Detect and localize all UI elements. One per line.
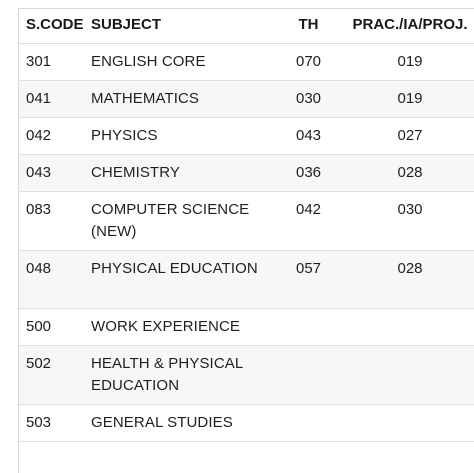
header-code: S.CODE	[19, 9, 84, 43]
practical-marks: 027	[345, 117, 474, 154]
theory-marks	[272, 308, 345, 345]
table-body	[19, 43, 474, 441]
header-practical: PRAC./IA/PROJ.	[345, 9, 474, 43]
theory-marks: 070	[272, 43, 345, 80]
theory-marks: 057	[272, 250, 345, 308]
subject-name: CHEMISTRY	[84, 154, 272, 191]
subject-name: PHYSICAL EDUCATION	[84, 250, 272, 308]
table-header	[19, 9, 474, 43]
table-row	[19, 117, 474, 154]
subject-name: HEALTH & PHYSICAL EDUCATION	[84, 345, 272, 404]
subject-name: WORK EXPERIENCE	[84, 308, 272, 345]
subject-name: PHYSICS	[84, 117, 272, 154]
subject-name: COMPUTER SCIENCE (NEW)	[84, 191, 272, 250]
subject-code: 502	[19, 345, 84, 404]
practical-marks: 019	[345, 80, 474, 117]
subject-code: 041	[19, 80, 84, 117]
table-row	[19, 404, 474, 441]
theory-marks: 030	[272, 80, 345, 117]
table-row	[19, 308, 474, 345]
subject-code: 503	[19, 404, 84, 441]
table-row	[19, 191, 474, 250]
subject-code: 301	[19, 43, 84, 80]
practical-marks: 030	[345, 191, 474, 250]
practical-marks: 028	[345, 154, 474, 191]
practical-marks	[345, 404, 474, 441]
subject-code: 048	[19, 250, 84, 308]
header-row	[19, 9, 474, 43]
theory-marks: 036	[272, 154, 345, 191]
subject-code: 043	[19, 154, 84, 191]
theory-marks: 043	[272, 117, 345, 154]
marks-sheet	[18, 8, 474, 473]
header-subject: SUBJECT	[84, 9, 272, 43]
table-row	[19, 250, 474, 308]
header-theory: TH	[272, 9, 345, 43]
table-row	[19, 345, 474, 404]
practical-marks	[345, 308, 474, 345]
table-row	[19, 154, 474, 191]
practical-marks: 019	[345, 43, 474, 80]
theory-marks	[272, 345, 345, 404]
practical-marks: 028	[345, 250, 474, 308]
subject-code: 042	[19, 117, 84, 154]
subject-name: MATHEMATICS	[84, 80, 272, 117]
marks-table	[19, 9, 474, 442]
subject-name: GENERAL STUDIES	[84, 404, 272, 441]
subject-code: 500	[19, 308, 84, 345]
theory-marks: 042	[272, 191, 345, 250]
subject-name: ENGLISH CORE	[84, 43, 272, 80]
subject-code: 083	[19, 191, 84, 250]
theory-marks	[272, 404, 345, 441]
table-row	[19, 80, 474, 117]
practical-marks	[345, 345, 474, 404]
table-row	[19, 43, 474, 80]
